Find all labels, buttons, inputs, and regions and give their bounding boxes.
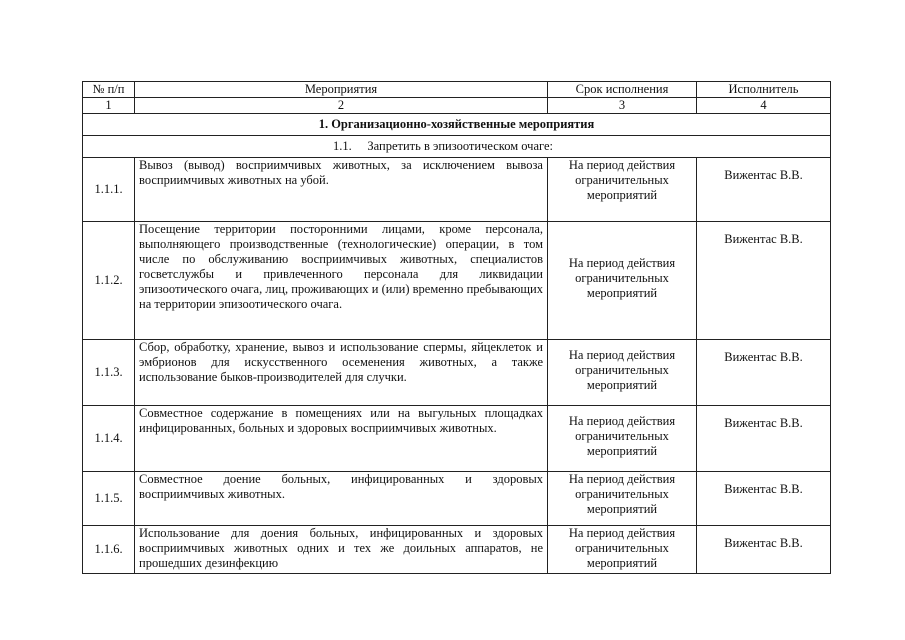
row-executor: Вижентас В.В. [697,472,831,526]
row-executor: Вижентас В.В. [697,406,831,472]
row-number: 1.1.4. [83,406,135,472]
header-num: № п/п [83,82,135,98]
row-description: Совместное доение больных, инфицированных и здоровых восприимчивых животных. [135,472,548,526]
col-number-4: 4 [697,98,831,114]
row-number: 1.1.2. [83,222,135,340]
row-description: Вывоз (вывод) восприимчивых животных, за исключением вывоза восприимчивых животных на убой. [135,158,548,222]
row-description: Сбор, обработку, хранение, вывоз и использование спермы, яйцеклеток и эмбрионов для искусственного осеменения животных, а также использование быков-производителей для случки. [135,340,548,406]
header-event: Мероприятия [135,82,548,98]
table-row [83,340,831,406]
row-executor: Вижентас В.В. [697,340,831,406]
table-row [83,222,831,340]
column-number-row [83,98,831,114]
col-number-2: 2 [135,98,548,114]
row-executor: Вижентас В.В. [697,158,831,222]
row-deadline: На период действия ограничительных мероприятий [548,472,697,526]
section-row [83,114,831,136]
section-title: 1. Организационно-хозяйственные мероприятия [83,114,831,136]
table-row [83,526,831,574]
row-deadline: На период действия ограничительных мероприятий [548,158,697,222]
table-row [83,406,831,472]
header-row [83,82,831,98]
subsection-row [83,136,831,158]
row-description: Посещение территории посторонними лицами, кроме персонала, выполняющего производственные (технологические) операции, в том числе по обслуживанию восприимчивых животных, специалистов госветслужбы и привлеченного персонала для ликвидации эпизоотического очага, лиц, проживающих и (или) временно пребывающих на территории эпизоотического очага. [135,222,548,340]
row-executor: Вижентас В.В. [697,526,831,574]
row-deadline: На период действия ограничительных мероприятий [548,340,697,406]
row-description: Использование для доения больных, инфицированных и здоровых восприимчивых животных одних и тех же доильных аппаратов, не прошедших дезинфекцию [135,526,548,574]
row-deadline: На период действия ограничительных мероприятий [548,406,697,472]
row-deadline: На период действия ограничительных мероприятий [548,526,697,574]
row-executor: Вижентас В.В. [697,222,831,340]
table-row [83,472,831,526]
col-number-1: 1 [83,98,135,114]
row-number: 1.1.5. [83,472,135,526]
row-number: 1.1.6. [83,526,135,574]
header-deadline: Срок исполнения [548,82,697,98]
header-executor: Исполнитель [697,82,831,98]
measures-table [82,81,831,574]
table-row [83,158,831,222]
col-number-3: 3 [548,98,697,114]
row-description: Совместное содержание в помещениях или на выгульных площадках инфицированных, больных и здоровых восприимчивых животных. [135,406,548,472]
row-number: 1.1.3. [83,340,135,406]
row-number: 1.1.1. [83,158,135,222]
row-deadline: На период действия ограничительных мероприятий [548,222,697,340]
subsection-title: 1.1. Запретить в эпизоотическом очаге: [83,136,831,158]
